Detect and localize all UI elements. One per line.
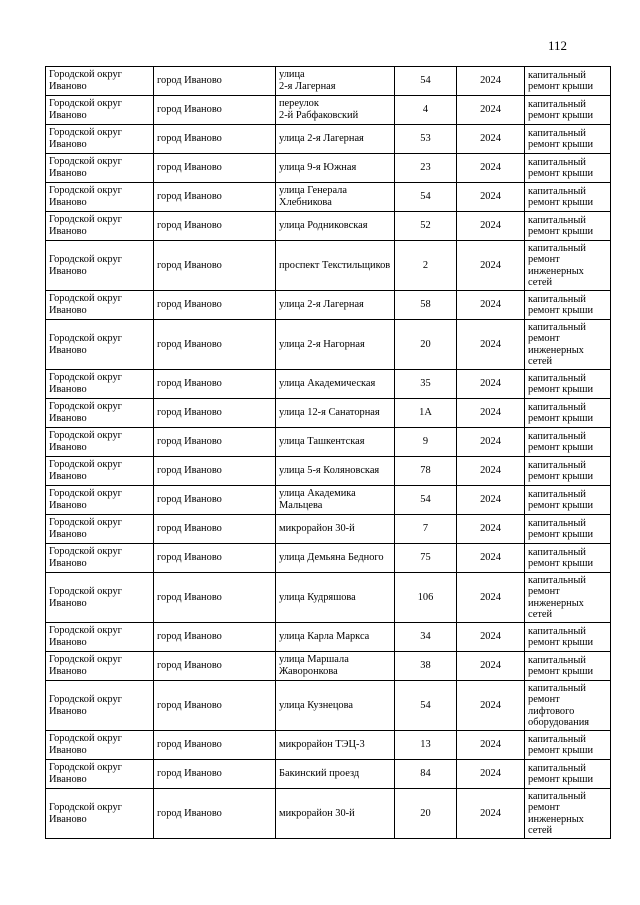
house-number-cell: 2: [395, 241, 457, 291]
settlement-cell: город Иваново: [154, 154, 276, 183]
street-cell: улица 2-я Нагорная: [276, 320, 395, 370]
street-cell: улица 2-я Лагерная: [276, 125, 395, 154]
year-cell: 2024: [457, 681, 525, 731]
municipality-cell: Городской округ Иваново: [46, 291, 154, 320]
year-cell: 2024: [457, 652, 525, 681]
house-number-cell: 20: [395, 789, 457, 839]
settlement-cell: город Иваново: [154, 457, 276, 486]
settlement-cell: город Иваново: [154, 515, 276, 544]
year-cell: 2024: [457, 125, 525, 154]
street-cell: улица 5-я Коляновская: [276, 457, 395, 486]
house-number-cell: 38: [395, 652, 457, 681]
settlement-cell: город Иваново: [154, 212, 276, 241]
settlement-cell: город Иваново: [154, 789, 276, 839]
house-number-cell: 58: [395, 291, 457, 320]
municipality-cell: Городской округ Иваново: [46, 515, 154, 544]
work-type-cell: капитальный ремонт крыши: [525, 291, 611, 320]
year-cell: 2024: [457, 320, 525, 370]
settlement-cell: город Иваново: [154, 652, 276, 681]
work-type-cell: капитальный ремонт крыши: [525, 623, 611, 652]
street-cell: улица Академическая: [276, 370, 395, 399]
year-cell: 2024: [457, 573, 525, 623]
house-number-cell: 54: [395, 67, 457, 96]
municipality-cell: Городской округ Иваново: [46, 681, 154, 731]
municipality-cell: Городской округ Иваново: [46, 241, 154, 291]
year-cell: 2024: [457, 67, 525, 96]
house-number-cell: 54: [395, 183, 457, 212]
municipality-cell: Городской округ Иваново: [46, 623, 154, 652]
street-cell: улица 9-я Южная: [276, 154, 395, 183]
year-cell: 2024: [457, 486, 525, 515]
table-row: [46, 125, 611, 154]
municipality-cell: Городской округ Иваново: [46, 760, 154, 789]
work-type-cell: капитальный ремонт крыши: [525, 486, 611, 515]
municipality-cell: Городской округ Иваново: [46, 652, 154, 681]
house-number-cell: 1А: [395, 399, 457, 428]
municipality-cell: Городской округ Иваново: [46, 573, 154, 623]
municipality-cell: Городской округ Иваново: [46, 370, 154, 399]
work-type-cell: капитальный ремонт крыши: [525, 212, 611, 241]
municipality-cell: Городской округ Иваново: [46, 544, 154, 573]
year-cell: 2024: [457, 623, 525, 652]
table-row: [46, 652, 611, 681]
year-cell: 2024: [457, 515, 525, 544]
house-number-cell: 9: [395, 428, 457, 457]
house-number-cell: 78: [395, 457, 457, 486]
work-type-cell: капитальный ремонт крыши: [525, 96, 611, 125]
table-row: [46, 183, 611, 212]
work-type-cell: капитальный ремонт лифтового оборудования: [525, 681, 611, 731]
table-row: [46, 399, 611, 428]
work-type-cell: капитальный ремонт крыши: [525, 428, 611, 457]
settlement-cell: город Иваново: [154, 291, 276, 320]
municipality-cell: Городской округ Иваново: [46, 789, 154, 839]
work-type-cell: капитальный ремонт крыши: [525, 457, 611, 486]
work-type-cell: капитальный ремонт инженерных сетей: [525, 573, 611, 623]
table-row: [46, 212, 611, 241]
settlement-cell: город Иваново: [154, 399, 276, 428]
house-number-cell: 13: [395, 731, 457, 760]
house-number-cell: 35: [395, 370, 457, 399]
settlement-cell: город Иваново: [154, 486, 276, 515]
work-type-cell: капитальный ремонт инженерных сетей: [525, 789, 611, 839]
settlement-cell: город Иваново: [154, 681, 276, 731]
year-cell: 2024: [457, 457, 525, 486]
street-cell: микрорайон 30-й: [276, 515, 395, 544]
street-cell: улица Ташкентская: [276, 428, 395, 457]
street-cell: улица Генерала Хлебникова: [276, 183, 395, 212]
year-cell: 2024: [457, 212, 525, 241]
municipality-cell: Городской округ Иваново: [46, 96, 154, 125]
municipality-cell: Городской округ Иваново: [46, 399, 154, 428]
street-cell: улица Карла Маркса: [276, 623, 395, 652]
table-row: [46, 515, 611, 544]
settlement-cell: город Иваново: [154, 370, 276, 399]
street-cell: улица 12-я Санаторная: [276, 399, 395, 428]
year-cell: 2024: [457, 731, 525, 760]
municipality-cell: Городской округ Иваново: [46, 212, 154, 241]
year-cell: 2024: [457, 96, 525, 125]
municipality-cell: Городской округ Иваново: [46, 320, 154, 370]
table-row: [46, 681, 611, 731]
table-row: [46, 760, 611, 789]
municipality-cell: Городской округ Иваново: [46, 154, 154, 183]
street-cell: улица Родниковская: [276, 212, 395, 241]
table-row: [46, 241, 611, 291]
year-cell: 2024: [457, 370, 525, 399]
work-type-cell: капитальный ремонт крыши: [525, 399, 611, 428]
work-type-cell: капитальный ремонт инженерных сетей: [525, 241, 611, 291]
work-type-cell: капитальный ремонт крыши: [525, 652, 611, 681]
house-number-cell: 23: [395, 154, 457, 183]
street-cell: улица Кудряшова: [276, 573, 395, 623]
municipality-cell: Городской округ Иваново: [46, 486, 154, 515]
house-number-cell: 20: [395, 320, 457, 370]
year-cell: 2024: [457, 544, 525, 573]
table-row: [46, 486, 611, 515]
table-row: [46, 96, 611, 125]
table-row: [46, 67, 611, 96]
table-row: [46, 573, 611, 623]
house-number-cell: 52: [395, 212, 457, 241]
street-cell: микрорайон ТЭЦ-3: [276, 731, 395, 760]
street-cell: микрорайон 30-й: [276, 789, 395, 839]
table-row: [46, 731, 611, 760]
settlement-cell: город Иваново: [154, 544, 276, 573]
table-row: [46, 789, 611, 839]
year-cell: 2024: [457, 789, 525, 839]
street-cell: улица Академика Мальцева: [276, 486, 395, 515]
house-number-cell: 4: [395, 96, 457, 125]
table-row: [46, 154, 611, 183]
year-cell: 2024: [457, 154, 525, 183]
settlement-cell: город Иваново: [154, 428, 276, 457]
work-type-cell: капитальный ремонт крыши: [525, 67, 611, 96]
repair-registry-table: [45, 66, 611, 839]
settlement-cell: город Иваново: [154, 96, 276, 125]
street-cell: проспект Текстильщиков: [276, 241, 395, 291]
street-cell: улица 2-я Лагерная: [276, 291, 395, 320]
house-number-cell: 106: [395, 573, 457, 623]
work-type-cell: капитальный ремонт крыши: [525, 154, 611, 183]
table-row: [46, 291, 611, 320]
house-number-cell: 84: [395, 760, 457, 789]
settlement-cell: город Иваново: [154, 623, 276, 652]
work-type-cell: капитальный ремонт инженерных сетей: [525, 320, 611, 370]
settlement-cell: город Иваново: [154, 125, 276, 154]
table-row: [46, 320, 611, 370]
house-number-cell: 34: [395, 623, 457, 652]
table-row: [46, 428, 611, 457]
street-cell: улица 2-я Лагерная: [276, 67, 395, 96]
work-type-cell: капитальный ремонт крыши: [525, 370, 611, 399]
street-cell: Бакинский проезд: [276, 760, 395, 789]
settlement-cell: город Иваново: [154, 573, 276, 623]
table-row: [46, 457, 611, 486]
house-number-cell: 54: [395, 486, 457, 515]
year-cell: 2024: [457, 399, 525, 428]
work-type-cell: капитальный ремонт крыши: [525, 515, 611, 544]
settlement-cell: город Иваново: [154, 760, 276, 789]
settlement-cell: город Иваново: [154, 731, 276, 760]
municipality-cell: Городской округ Иваново: [46, 125, 154, 154]
table-row: [46, 623, 611, 652]
municipality-cell: Городской округ Иваново: [46, 731, 154, 760]
settlement-cell: город Иваново: [154, 241, 276, 291]
street-cell: переулок 2-й Рабфаковский: [276, 96, 395, 125]
table-row: [46, 544, 611, 573]
settlement-cell: город Иваново: [154, 320, 276, 370]
work-type-cell: капитальный ремонт крыши: [525, 125, 611, 154]
house-number-cell: 7: [395, 515, 457, 544]
work-type-cell: капитальный ремонт крыши: [525, 760, 611, 789]
year-cell: 2024: [457, 241, 525, 291]
house-number-cell: 75: [395, 544, 457, 573]
settlement-cell: город Иваново: [154, 183, 276, 212]
street-cell: улица Маршала Жаворонкова: [276, 652, 395, 681]
page-number: 112: [548, 38, 568, 53]
work-type-cell: капитальный ремонт крыши: [525, 731, 611, 760]
table-body: [46, 67, 611, 839]
street-cell: улица Демьяна Бедного: [276, 544, 395, 573]
year-cell: 2024: [457, 760, 525, 789]
year-cell: 2024: [457, 428, 525, 457]
year-cell: 2024: [457, 291, 525, 320]
house-number-cell: 54: [395, 681, 457, 731]
table-row: [46, 370, 611, 399]
municipality-cell: Городской округ Иваново: [46, 67, 154, 96]
municipality-cell: Городской округ Иваново: [46, 183, 154, 212]
work-type-cell: капитальный ремонт крыши: [525, 183, 611, 212]
work-type-cell: капитальный ремонт крыши: [525, 544, 611, 573]
municipality-cell: Городской округ Иваново: [46, 457, 154, 486]
street-cell: улица Кузнецова: [276, 681, 395, 731]
house-number-cell: 53: [395, 125, 457, 154]
settlement-cell: город Иваново: [154, 67, 276, 96]
year-cell: 2024: [457, 183, 525, 212]
municipality-cell: Городской округ Иваново: [46, 428, 154, 457]
